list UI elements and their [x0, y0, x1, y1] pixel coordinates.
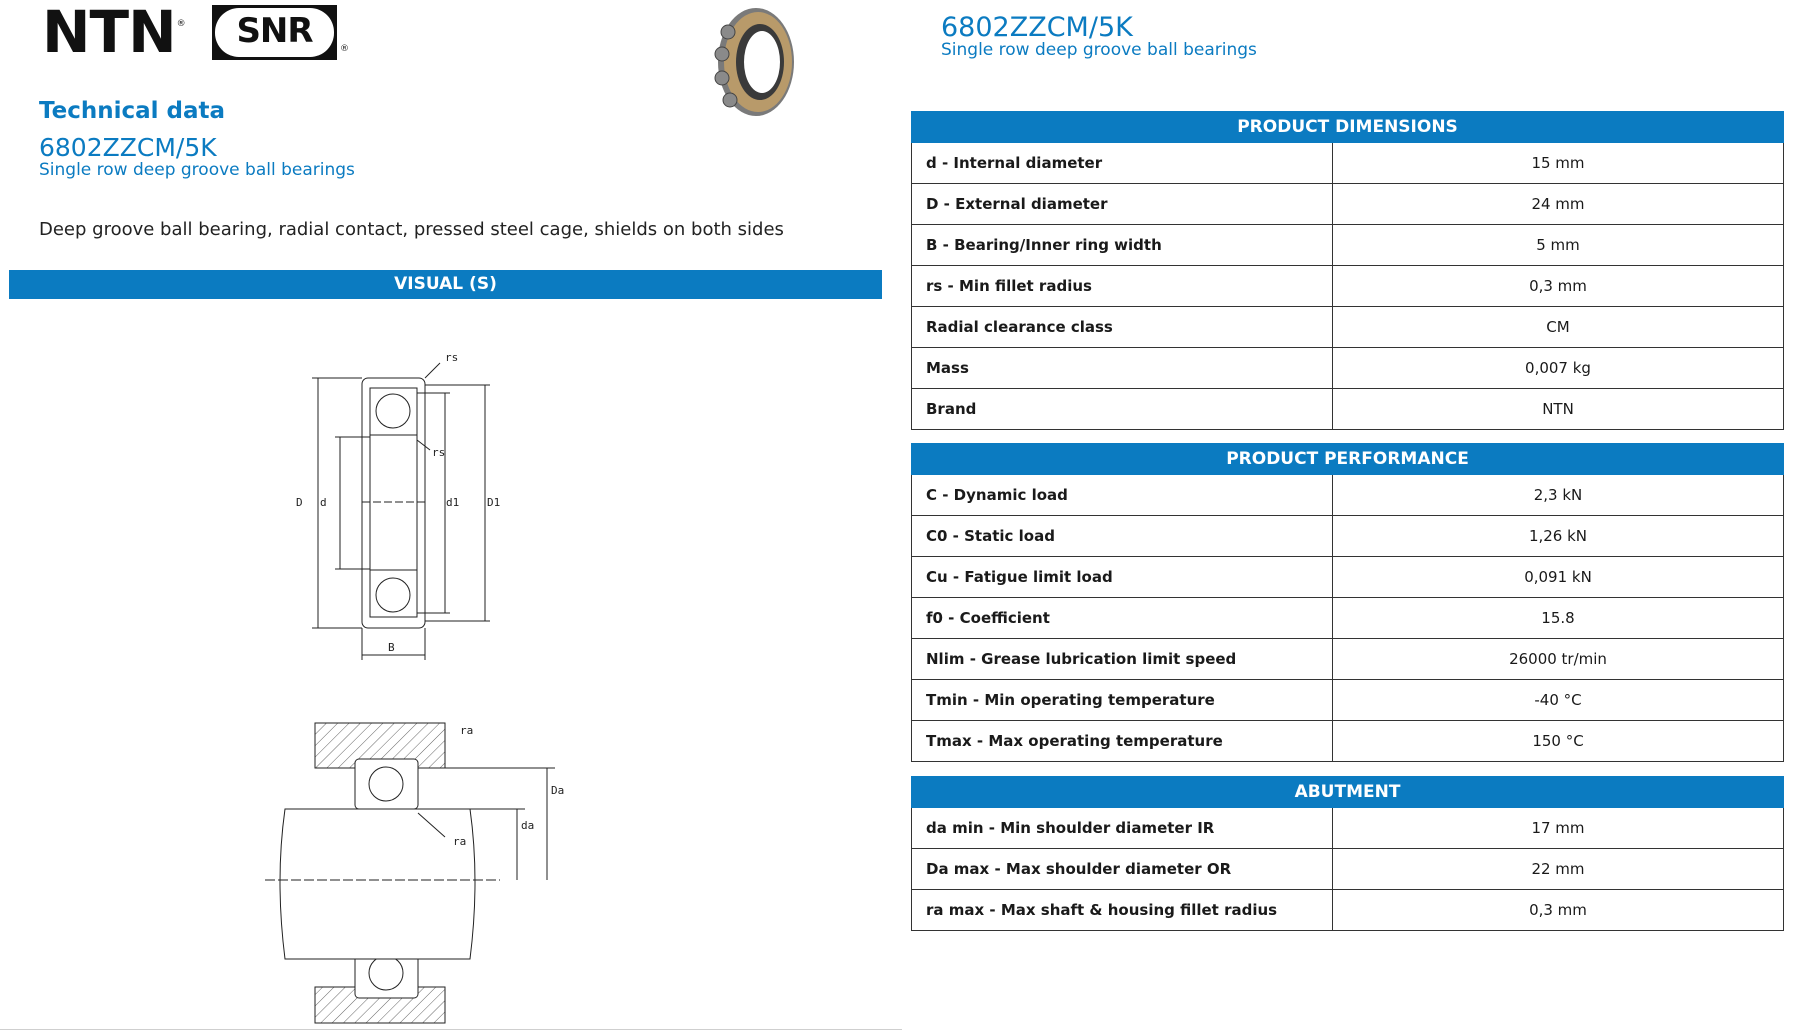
spec-value: 150 °C — [1333, 721, 1784, 762]
spec-label: d - Internal diameter — [912, 143, 1333, 184]
part-number: 6802ZZCM/5K — [39, 133, 217, 162]
table-row — [912, 307, 1784, 348]
label-d: d — [320, 496, 327, 509]
table-row — [912, 348, 1784, 389]
spec-label: Cu - Fatigue limit load — [912, 557, 1333, 598]
table-row — [912, 143, 1784, 184]
label-D1: D1 — [487, 496, 501, 509]
spec-value: 15.8 — [1333, 598, 1784, 639]
table-row — [912, 225, 1784, 266]
spec-value: 5 mm — [1333, 225, 1784, 266]
label-ra-mid: ra — [453, 835, 467, 848]
product-performance-header: PRODUCT PERFORMANCE — [912, 444, 1784, 475]
section-title: Technical data — [39, 98, 226, 124]
spec-value: 1,26 kN — [1333, 516, 1784, 557]
bottom-divider — [0, 1029, 902, 1030]
label-ra-top: ra — [460, 724, 474, 737]
spec-label: Mass — [912, 348, 1333, 389]
part-number-right: 6802ZZCM/5K — [941, 12, 1133, 43]
spec-label: Radial clearance class — [912, 307, 1333, 348]
table-row — [912, 266, 1784, 307]
spec-value: 0,007 kg — [1333, 348, 1784, 389]
spec-value: 17 mm — [1333, 808, 1784, 849]
product-subtitle-right: Single row deep groove ball bearings — [941, 40, 1257, 60]
spec-label: C0 - Static load — [912, 516, 1333, 557]
label-rs-top: rs — [445, 351, 459, 364]
mounting-drawing — [255, 715, 595, 1030]
visual-section-header: VISUAL (S) — [9, 270, 882, 299]
label-D: D — [296, 496, 303, 509]
spec-label: Nlim - Grease lubrication limit speed — [912, 639, 1333, 680]
table-row — [912, 808, 1784, 849]
spec-label: f0 - Coefficient — [912, 598, 1333, 639]
table-row — [912, 184, 1784, 225]
spec-value: 0,091 kN — [1333, 557, 1784, 598]
spec-value: NTN — [1333, 389, 1784, 430]
spec-label: Tmin - Min operating temperature — [912, 680, 1333, 721]
product-dimensions-table — [911, 111, 1784, 430]
spec-label: da min - Min shoulder diameter IR — [912, 808, 1333, 849]
ntn-logo-text: NTN — [42, 0, 176, 66]
spec-label: D - External diameter — [912, 184, 1333, 225]
ntn-registered-mark: ® — [176, 19, 185, 29]
snr-logo — [212, 5, 337, 60]
spec-label: ra max - Max shaft & housing fillet radius — [912, 890, 1333, 931]
spec-label: B - Bearing/Inner ring width — [912, 225, 1333, 266]
table-row — [912, 680, 1784, 721]
spec-label: Da max - Max shoulder diameter OR — [912, 849, 1333, 890]
snr-registered-mark: ® — [340, 44, 349, 54]
spec-label: Tmax - Max operating temperature — [912, 721, 1333, 762]
spec-value: CM — [1333, 307, 1784, 348]
spec-value: 15 mm — [1333, 143, 1784, 184]
table-row — [912, 598, 1784, 639]
spec-value: 22 mm — [1333, 849, 1784, 890]
spec-value: -40 °C — [1333, 680, 1784, 721]
bearing-cross-section-drawing — [290, 345, 530, 665]
product-dimensions-header: PRODUCT DIMENSIONS — [912, 112, 1784, 143]
table-row — [912, 849, 1784, 890]
bearing-product-image — [700, 4, 800, 122]
label-d1: d1 — [446, 496, 460, 509]
table-row — [912, 557, 1784, 598]
table-row — [912, 475, 1784, 516]
spec-value: 0,3 mm — [1333, 890, 1784, 931]
table-row — [912, 721, 1784, 762]
label-da: da — [521, 819, 535, 832]
table-row — [912, 389, 1784, 430]
spec-value: 24 mm — [1333, 184, 1784, 225]
abutment-table — [911, 776, 1784, 931]
spec-value: 26000 tr/min — [1333, 639, 1784, 680]
label-B: B — [388, 641, 395, 654]
table-row — [912, 890, 1784, 931]
spec-label: rs - Min fillet radius — [912, 266, 1333, 307]
ntn-logo — [42, 0, 185, 66]
spec-label: C - Dynamic load — [912, 475, 1333, 516]
spec-label: Brand — [912, 389, 1333, 430]
snr-logo-text: SNR — [236, 11, 313, 51]
spec-value: 2,3 kN — [1333, 475, 1784, 516]
product-subtitle: Single row deep groove ball bearings — [39, 160, 355, 180]
label-Da: Da — [551, 784, 565, 797]
table-row — [912, 639, 1784, 680]
abutment-header: ABUTMENT — [912, 777, 1784, 808]
product-performance-table — [911, 443, 1784, 762]
table-row — [912, 516, 1784, 557]
product-description: Deep groove ball bearing, radial contact, pressed steel cage, shields on both sides — [39, 219, 784, 240]
label-rs-inner: rs — [432, 446, 446, 459]
spec-value: 0,3 mm — [1333, 266, 1784, 307]
